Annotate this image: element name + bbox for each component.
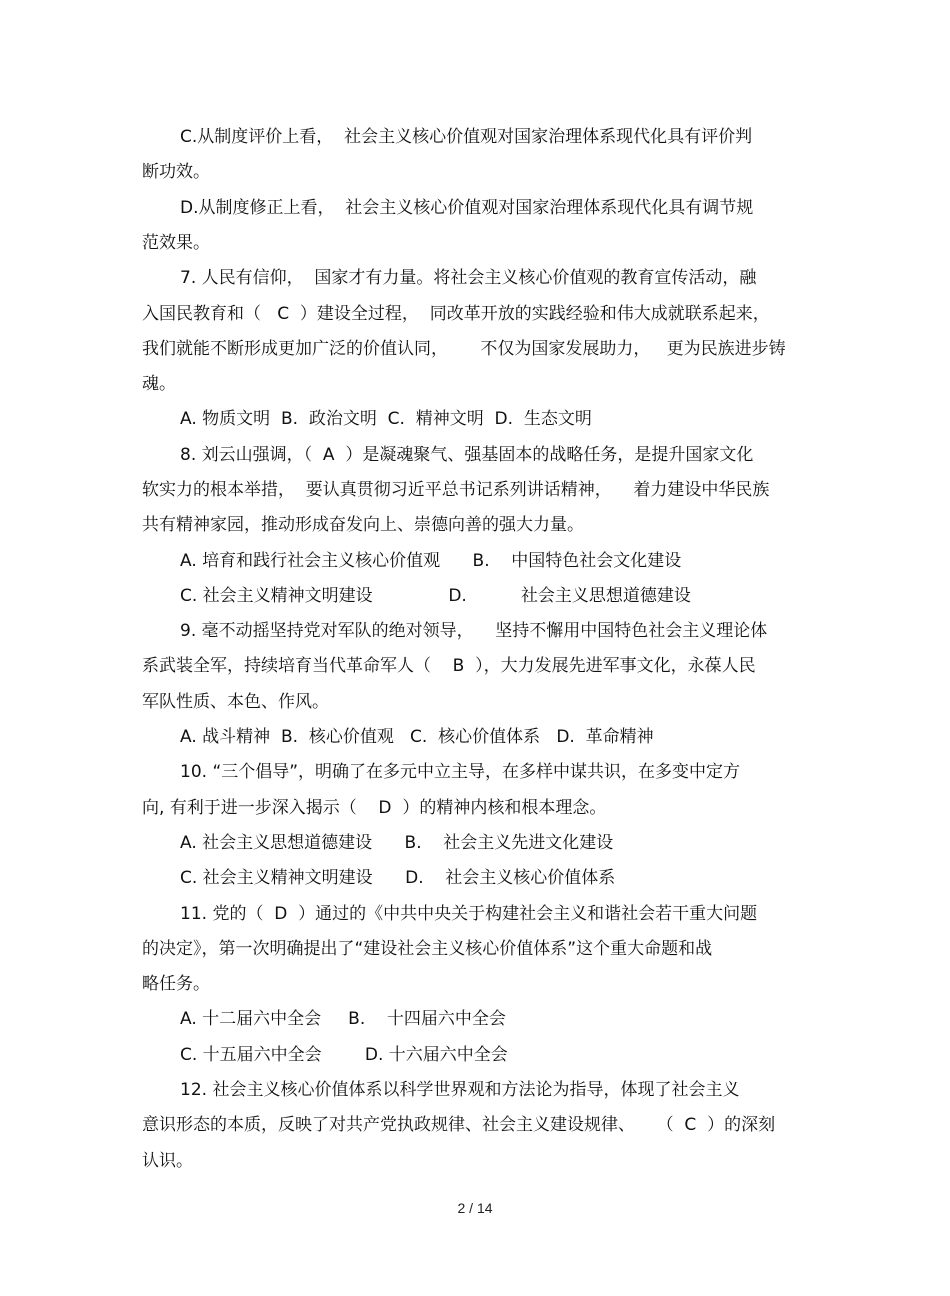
text-line: 11. 党的（ D ）通过的《中共中央关于构建社会主义和谐社会若干重大问题 xyxy=(180,904,758,924)
text-line: 断功效。 xyxy=(142,162,210,182)
text-line: 我们就能不断形成更加广泛的价值认同， 不仅为国家发展助力， 更为民族进步铸 xyxy=(142,339,786,359)
text-line: C. 十五届六中全会 D. 十六届六中全会 xyxy=(180,1045,508,1065)
text-line: 软实力的根本举措， 要认真贯彻习近平总书记系列讲话精神， 着力建设中华民族 xyxy=(142,480,770,500)
text-line: 意识形态的本质，反映了对共产党执政规律、社会主义建设规律、 （ C ）的深刻 xyxy=(142,1115,776,1135)
text-line: 军队性质、本色、作风。 xyxy=(142,692,329,712)
text-line: 入国民教育和（ C ）建设全过程， 同改革开放的实践经验和伟大成就联系起来， xyxy=(142,304,770,324)
text-line: A. 十二届六中全会 B. 十四届六中全会 xyxy=(180,1009,506,1029)
text-line: C. 社会主义精神文明建设 D. 社会主义核心价值体系 xyxy=(180,868,616,888)
text-line: 共有精神家园，推动形成奋发向上、崇德向善的强大力量。 xyxy=(142,515,584,535)
text-line: 向, 有利于进一步深入揭示（ D ）的精神内核和根本理念。 xyxy=(142,798,607,818)
text-line: 系武装全军，持续培育当代革命军人（ B ），大力发展先进军事文化，永葆人民 xyxy=(142,656,756,676)
text-line: 魂。 xyxy=(142,374,176,394)
text-line: A. 社会主义思想道德建设 B. 社会主义先进文化建设 xyxy=(180,833,614,853)
text-line: 9. 毫不动摇坚持党对军队的绝对领导， 坚持不懈用中国特色社会主义理论体 xyxy=(180,621,768,641)
text-line: D.从制度修正上看， 社会主义核心价值观对国家治理体系现代化具有调节规 xyxy=(180,198,754,218)
text-line: A. 培育和践行社会主义核心价值观 B. 中国特色社会文化建设 xyxy=(180,551,682,571)
text-line: A. 物质文明 B. 政治文明 C. 精神文明 D. 生态文明 xyxy=(180,409,592,429)
page-number: 2 / 14 xyxy=(457,1200,493,1216)
text-line: 8. 刘云山强调，（ A ）是凝魂聚气、强基固本的战略任务，是提升国家文化 xyxy=(180,445,754,465)
text-line: A. 战斗精神 B. 核心价值观 C. 核心价值体系 D. 革命精神 xyxy=(180,727,654,747)
text-line: 范效果。 xyxy=(142,233,210,253)
text-line: 12. 社会主义核心价值体系以科学世界观和方法论为指导，体现了社会主义 xyxy=(180,1080,740,1100)
text-line: 认识。 xyxy=(142,1151,193,1171)
text-line: 的决定》，第一次明确提出了“建设社会主义核心价值体系”这个重大命题和战 xyxy=(142,939,713,959)
text-line: C.从制度评价上看， 社会主义核心价值观对国家治理体系现代化具有评价判 xyxy=(180,127,753,147)
text-line: C. 社会主义精神文明建设 D. 社会主义思想道德建设 xyxy=(180,586,691,606)
text-line: 10. “三个倡导”，明确了在多元中立主导，在多样中谋共识，在多变中定方 xyxy=(180,762,741,782)
text-line: 略任务。 xyxy=(142,974,210,994)
text-line: 7. 人民有信仰， 国家才有力量。将社会主义核心价值观的教育宣传活动，融 xyxy=(180,268,757,288)
